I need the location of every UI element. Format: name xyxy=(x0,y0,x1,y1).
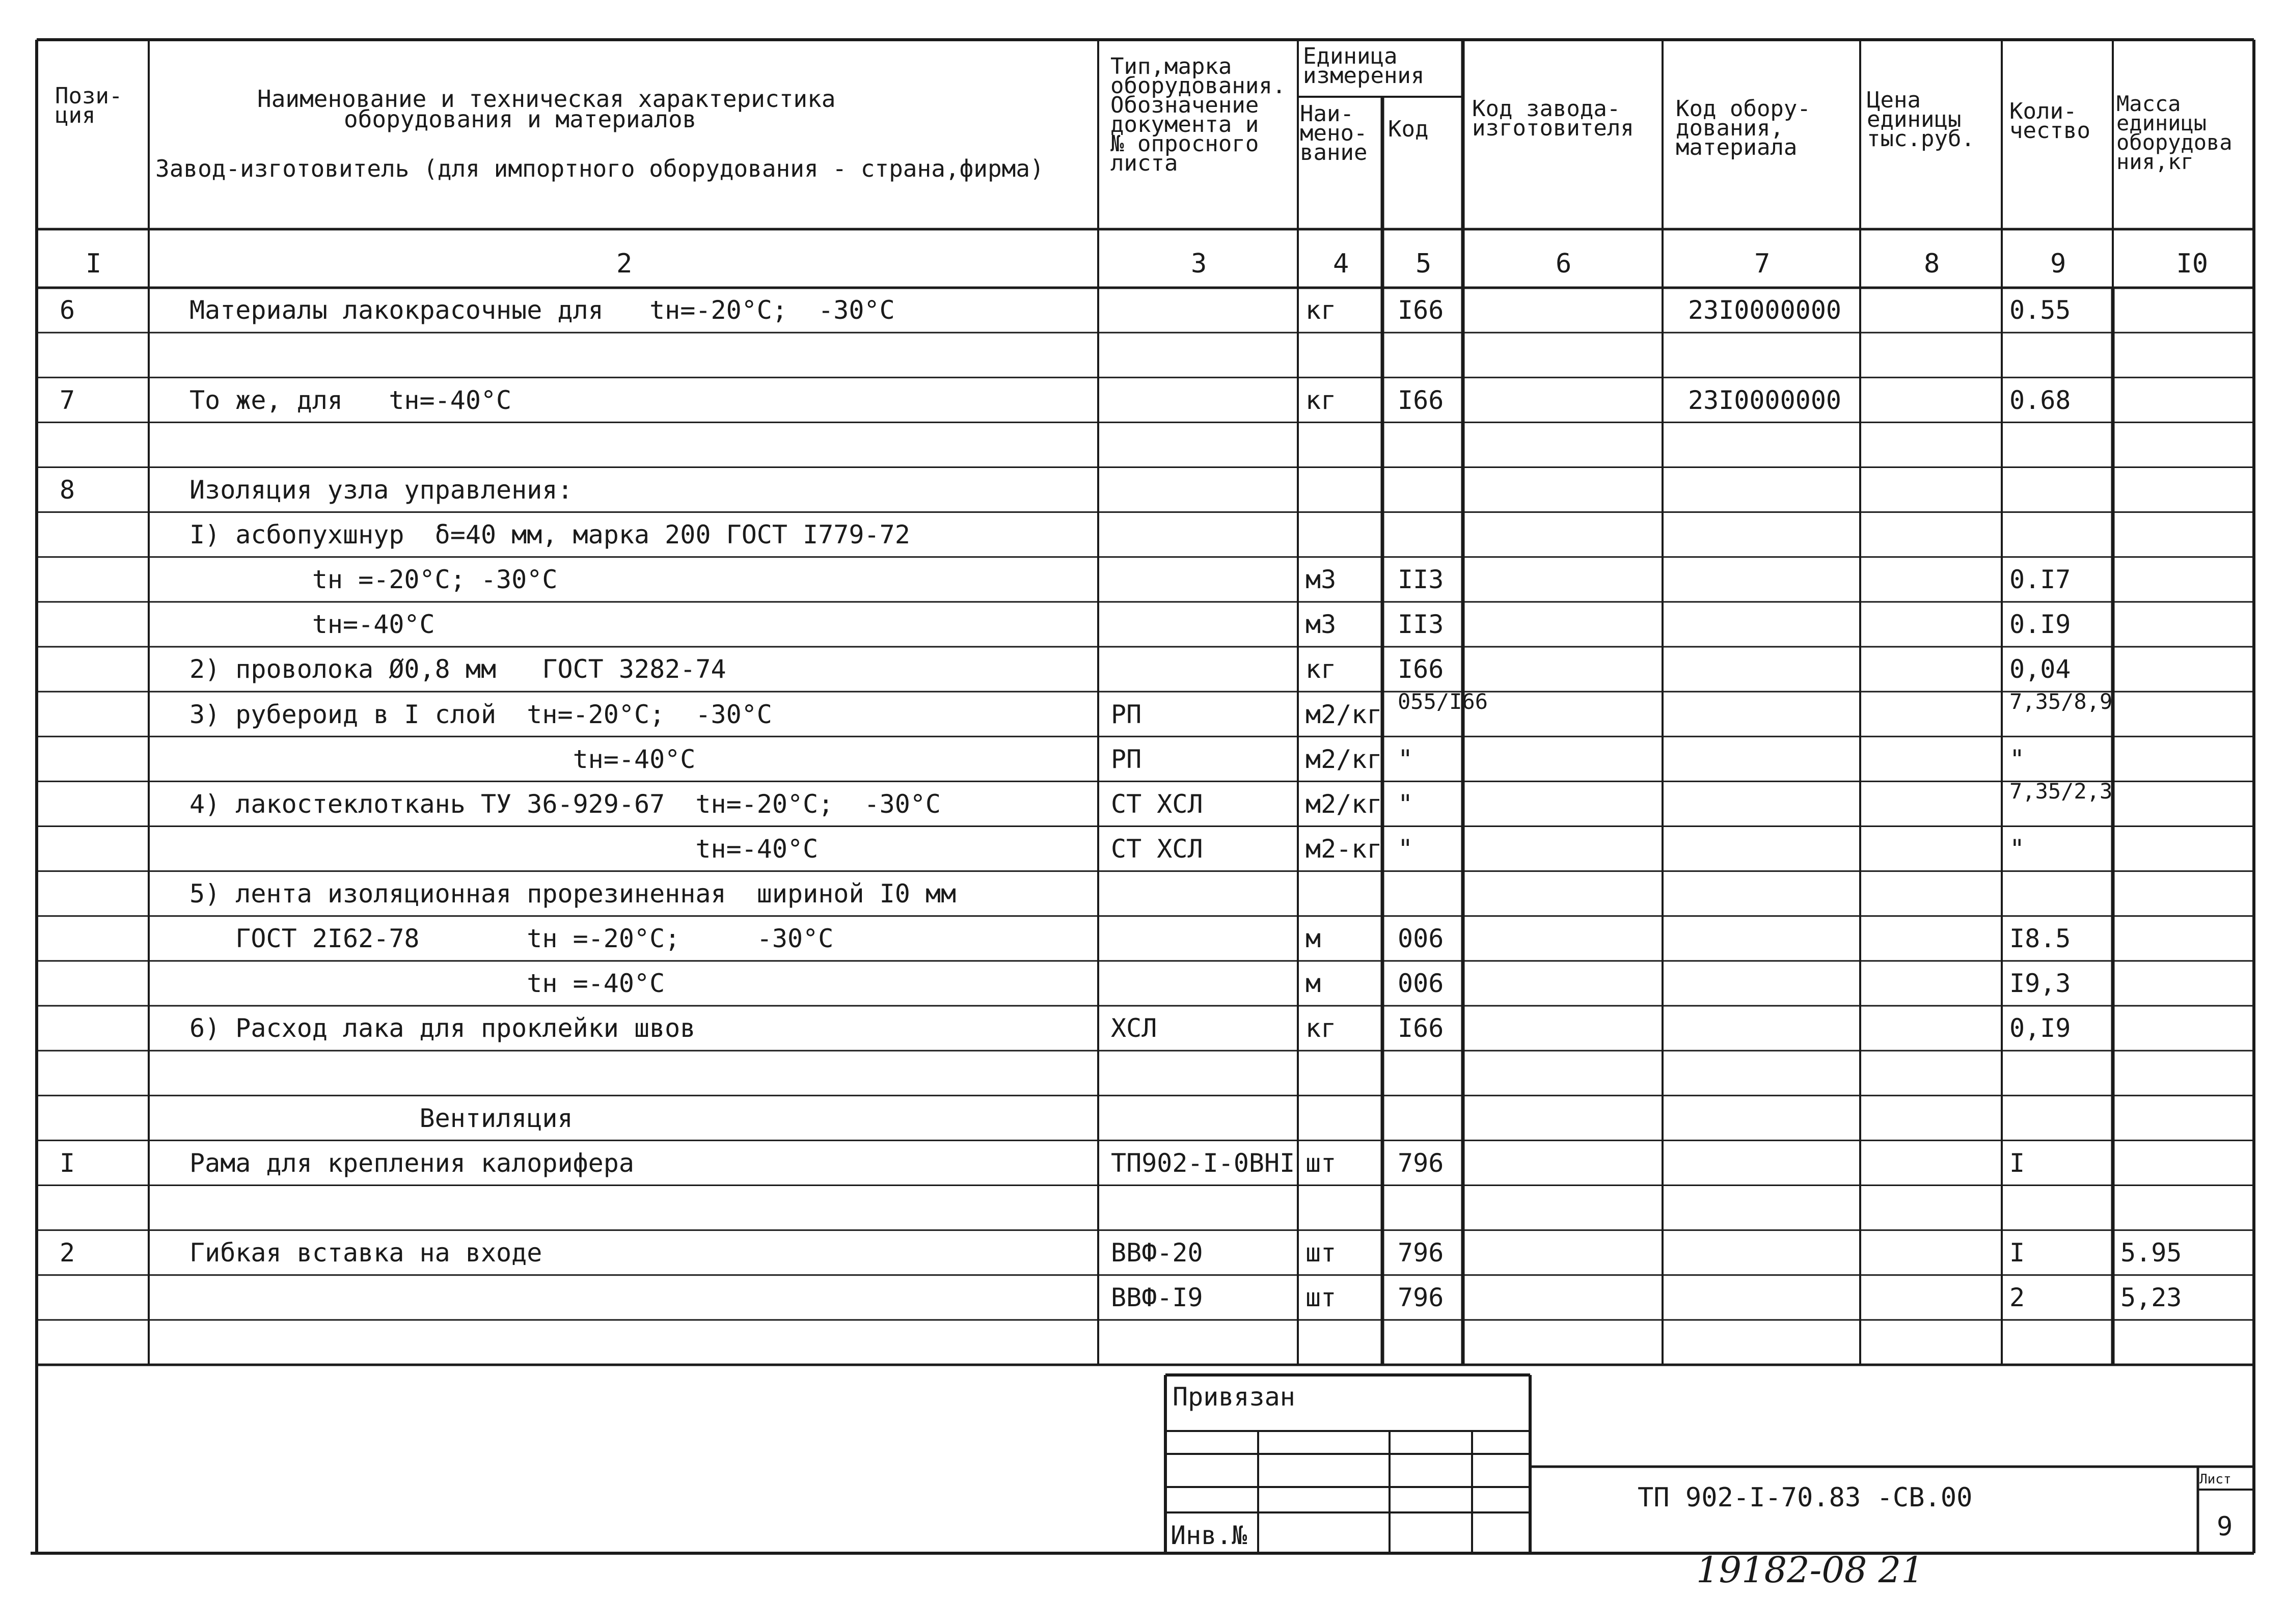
cell-unit: шт xyxy=(1305,1283,1337,1313)
cell-quantity: 2 xyxy=(2009,1283,2025,1313)
header-position: Пози- ция xyxy=(55,83,123,128)
cell-unit-code: " xyxy=(1398,744,1413,774)
cell-quantity: I xyxy=(2009,1148,2025,1178)
cell-name: 4) лакостеклоткань ТУ 36-929-67 tн=-20°С; -30°С xyxy=(189,789,941,819)
header-quantity: Коли- чество xyxy=(2009,98,2090,144)
cell-position: 6 xyxy=(60,295,75,325)
column-number: 3 xyxy=(1191,249,1207,279)
cell-unit-code: 796 xyxy=(1398,1283,1444,1313)
cell-unit: шт xyxy=(1305,1238,1337,1268)
cell-unit: м2-кг xyxy=(1305,834,1382,864)
cell-type: ТП902-I-0ВНI xyxy=(1111,1148,1295,1178)
cell-unit-code: 006 xyxy=(1398,924,1444,954)
cell-quantity: I9,3 xyxy=(2009,969,2071,999)
column-number: 4 xyxy=(1333,249,1349,279)
cell-unit: м xyxy=(1305,969,1321,999)
cell-name: tн=-40°С xyxy=(189,834,819,864)
stamp-inventory-number: Инв.№ xyxy=(1171,1521,1247,1550)
cell-unit-code: II3 xyxy=(1398,610,1444,640)
header-price: Цена единицы тыс.руб. xyxy=(1867,87,1975,152)
cell-quantity: 0.I9 xyxy=(2009,610,2071,640)
cell-unit-code: II3 xyxy=(1398,565,1444,595)
cell-quantity: I xyxy=(2009,1238,2025,1268)
cell-name: 2) проволока Ø0,8 мм ГОСТ 3282-74 xyxy=(189,654,726,684)
cell-quantity: 7,35/8,9 xyxy=(2009,689,2113,714)
cell-position: 8 xyxy=(60,475,75,505)
column-number: I xyxy=(86,249,102,279)
cell-quantity: 0,04 xyxy=(2009,654,2071,684)
cell-name: 5) лента изоляционная прорезиненная шириной I0 мм xyxy=(189,879,957,909)
cell-quantity: " xyxy=(2009,834,2025,864)
cell-mass: 5,23 xyxy=(2120,1283,2182,1313)
cell-unit: кг xyxy=(1305,295,1337,325)
cell-name: ГОСТ 2I62-78 tн =-20°С; -30°С xyxy=(189,924,834,954)
cell-mass: 5.95 xyxy=(2120,1238,2182,1268)
header-unit-group: Единица измерения xyxy=(1303,43,1425,89)
cell-name: Изоляция узла управления: xyxy=(189,475,573,505)
cell-type: РП xyxy=(1111,744,1142,774)
cell-type: ХСЛ xyxy=(1111,1013,1157,1043)
cell-type: РП xyxy=(1111,699,1142,729)
stamp-privyazan: Привязан xyxy=(1173,1382,1295,1412)
cell-unit: м2/кг xyxy=(1305,789,1382,819)
cell-unit: м2/кг xyxy=(1305,699,1382,729)
cell-quantity: 0.55 xyxy=(2009,295,2071,325)
cell-type: СТ ХСЛ xyxy=(1111,789,1203,819)
cell-unit: кг xyxy=(1305,654,1337,684)
cell-unit: м3 xyxy=(1305,610,1337,640)
cell-quantity: I8.5 xyxy=(2009,924,2071,954)
column-number: 7 xyxy=(1754,249,1771,279)
cell-unit-code: 006 xyxy=(1398,969,1444,999)
header-material-code: Код обору- дования, материала xyxy=(1676,96,1811,160)
cell-unit: м xyxy=(1305,924,1321,954)
cell-unit: кг xyxy=(1305,1013,1337,1043)
cell-name: I) асбопухшнур δ=40 мм, марка 200 ГОСТ I779-72 xyxy=(189,520,910,549)
header-unit-code: Код xyxy=(1388,116,1429,142)
cell-quantity: 0,I9 xyxy=(2009,1013,2071,1043)
cell-type: СТ ХСЛ xyxy=(1111,834,1203,864)
cell-unit-code: 796 xyxy=(1398,1148,1444,1178)
cell-position: I xyxy=(60,1148,75,1178)
header-name-line3: Завод-изготовитель (для импортного оборудования - страна,фирма) xyxy=(155,155,1044,182)
sheet-number: 9 xyxy=(2217,1511,2233,1542)
column-number: 8 xyxy=(1924,249,1940,279)
cell-quantity: " xyxy=(2009,744,2025,774)
header-type: Тип,марка оборудования. Обозначение документа и № опросного листа xyxy=(1110,53,1286,176)
column-number: 2 xyxy=(616,249,633,279)
cell-unit-code: I66 xyxy=(1398,385,1444,415)
cell-name: 3) рубероид в I слой tн=-20°С; -30°С xyxy=(189,699,772,729)
header-mass: Масса единицы оборудова ния,кг xyxy=(2116,91,2233,174)
cell-unit-code: 055/I66 xyxy=(1398,689,1488,714)
cell-unit: шт xyxy=(1305,1148,1337,1178)
cell-unit-code: " xyxy=(1398,789,1413,819)
cell-material-code: 23I0000000 xyxy=(1688,385,1842,415)
cell-unit-code: I66 xyxy=(1398,1013,1444,1043)
cell-name: tн=-40°С xyxy=(189,744,696,774)
sheet-label: Лист xyxy=(2199,1472,2231,1487)
header-unit-name: Наи- мено- вание xyxy=(1300,101,1368,166)
cell-unit-code: I66 xyxy=(1398,295,1444,325)
column-number: 5 xyxy=(1416,249,1432,279)
column-number: 6 xyxy=(1556,249,1572,279)
cell-name: tн =-40°С xyxy=(189,969,665,999)
cell-quantity: 0.68 xyxy=(2009,385,2071,415)
header-name-line1: Наименование и техническая характеристика xyxy=(257,85,836,113)
cell-name: Вентиляция xyxy=(189,1103,573,1133)
header-name-line2: оборудования и материалов xyxy=(344,105,697,133)
column-number: 9 xyxy=(2050,249,2066,279)
cell-type: ВВФ-I9 xyxy=(1111,1283,1203,1313)
cell-name: 6) Расход лака для проклейки швов xyxy=(189,1013,696,1043)
column-number: I0 xyxy=(2176,249,2209,279)
cell-unit-code: I66 xyxy=(1398,654,1444,684)
cell-unit: кг xyxy=(1305,385,1337,415)
cell-name: tн=-40°С xyxy=(189,610,435,640)
cell-name: Материалы лакокрасочные для tн=-20°С; -30°С xyxy=(189,295,895,325)
cell-name: Рама для крепления калорифера xyxy=(189,1148,634,1178)
document-code: ТП 902-I-70.83 -СВ.00 xyxy=(1638,1482,1973,1513)
cell-quantity: 7,35/2,3 xyxy=(2009,778,2113,804)
cell-position: 2 xyxy=(60,1238,75,1268)
cell-type: ВВФ-20 xyxy=(1111,1238,1203,1268)
header-plant-code: Код завода- изготовителя xyxy=(1472,96,1634,141)
cell-name: Гибкая вставка на входе xyxy=(189,1238,542,1268)
cell-unit-code: " xyxy=(1398,834,1413,864)
cell-unit-code: 796 xyxy=(1398,1238,1444,1268)
cell-name: То же, для tн=-40°С xyxy=(189,385,512,415)
cell-material-code: 23I0000000 xyxy=(1688,295,1842,325)
cell-unit: м3 xyxy=(1305,565,1337,595)
cell-name: tн =-20°С; -30°С xyxy=(189,565,558,595)
handwritten-note: 19182-08 21 xyxy=(1696,1549,1924,1591)
cell-position: 7 xyxy=(60,385,75,415)
cell-unit: м2/кг xyxy=(1305,744,1382,774)
cell-quantity: 0.I7 xyxy=(2009,565,2071,595)
